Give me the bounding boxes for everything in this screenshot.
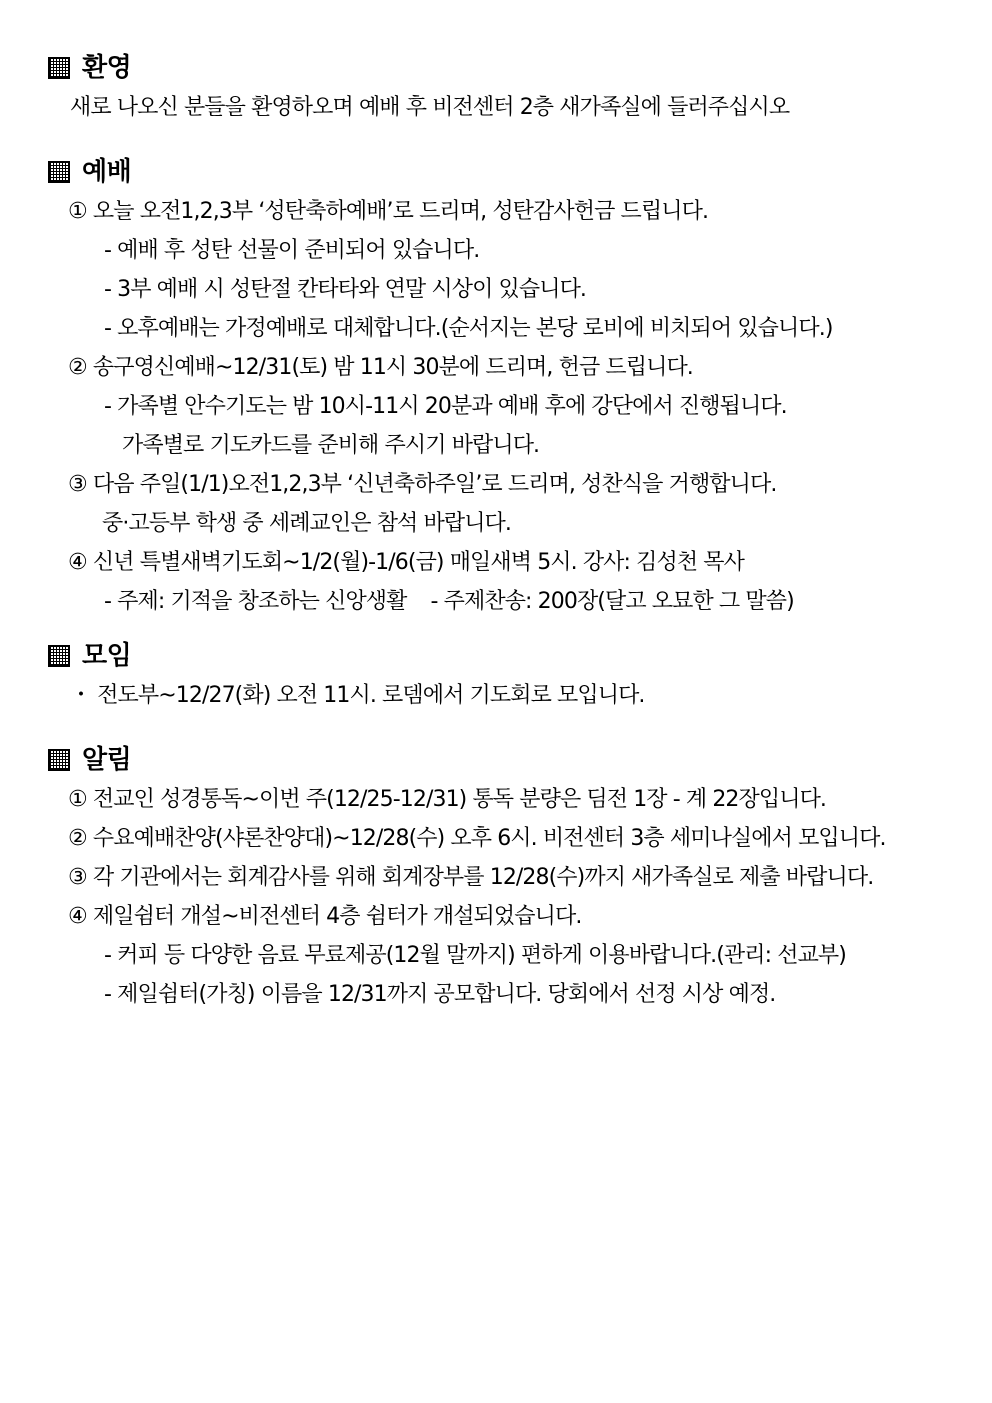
worship-item-4: ④ 신년 특별새벽기도회~1/2(월)-1/6(금) 매일새벽 5시. 강사: 김성천 목사: [68, 550, 744, 575]
worship-hymn: - 주제찬송: 200장(달고 오묘한 그 말씀): [430, 589, 794, 614]
notice-title: 알림: [82, 745, 132, 775]
worship-item-1-sub-1: - 예배 후 성탄 선물이 준비되어 있습니다.: [104, 238, 480, 263]
hatched-square-icon: [48, 645, 70, 667]
worship-item-1-sub-2: - 3부 예배 시 성탄절 칸타타와 연말 시상이 있습니다.: [104, 277, 587, 302]
notice-section: [48, 740, 948, 1014]
notice-item-3: ③ 각 기관에서는 회계감사를 위해 회계장부를 12/28(수)까지 새가족실로 제출 바랍니다.: [68, 865, 874, 890]
welcome-section: [48, 48, 948, 127]
welcome-heading: [48, 48, 948, 88]
welcome-text: 새로 나오신 분들을 환영하오며 예배 후 비전센터 2층 새가족실에 들러주십시오: [70, 95, 790, 120]
worship-item-4-sub: [48, 582, 948, 621]
meeting-section: [48, 636, 948, 715]
notice-item-4-sub-1: - 커피 등 다양한 음료 무료제공(12월 말까지) 편하게 이용바랍니다.(관리: 선교부): [104, 943, 846, 968]
worship-item-1: ① 오늘 오전1,2,3부 ‘성탄축하예배’로 드리며, 성탄감사헌금 드립니다.: [68, 199, 709, 224]
notice-item-4: ④ 제일쉼터 개설~비전센터 4층 쉼터가 개설되었습니다.: [68, 904, 582, 929]
notice-item-4-sub-2: - 제일쉼터(가칭) 이름을 12/31까지 공모합니다. 당회에서 선정 시상 예정.: [104, 982, 776, 1007]
meeting-title: 모임: [82, 641, 132, 671]
worship-item-2-sub-1-cont: 가족별로 기도카드를 준비해 주시기 바랍니다.: [122, 433, 540, 458]
worship-title: 예배: [82, 157, 132, 187]
worship-item-3-cont: 중·고등부 학생 중 세례교인은 참석 바랍니다.: [102, 511, 511, 536]
notice-item-1: ① 전교인 성경통독~이번 주(12/25-12/31) 통독 분량은 딤전 1장 - 계 22장입니다.: [68, 787, 827, 812]
meeting-heading: [48, 636, 948, 676]
welcome-title: 환영: [82, 53, 132, 83]
notice-item-2: ② 수요예배찬양(샤론찬양대)~12/28(수) 오후 6시. 비전센터 3층 세미나실에서 모입니다.: [68, 826, 886, 851]
hatched-square-icon: [48, 57, 70, 79]
worship-item-2: ② 송구영신예배~12/31(토) 밤 11시 30분에 드리며, 헌금 드립니다.: [68, 355, 693, 380]
worship-item-1-sub-3: - 오후예배는 가정예배로 대체합니다.(순서지는 본당 로비에 비치되어 있습니다.): [104, 316, 833, 341]
meeting-item: ・ 전도부~12/27(화) 오전 11시. 로뎀에서 기도회로 모입니다.: [70, 683, 645, 708]
worship-item-2-sub-1: - 가족별 안수기도는 밤 10시-11시 20분과 예배 후에 강단에서 진행됩니다.: [104, 394, 787, 419]
hatched-square-icon: [48, 749, 70, 771]
worship-section: [48, 152, 948, 621]
worship-theme: - 주제: 기적을 창조하는 신앙생활: [104, 589, 407, 614]
worship-item-3: ③ 다음 주일(1/1)오전1,2,3부 ‘신년축하주일’로 드리며, 성찬식을 거행합니다.: [68, 472, 777, 497]
notice-heading: [48, 740, 948, 780]
worship-heading: [48, 152, 948, 192]
hatched-square-icon: [48, 161, 70, 183]
